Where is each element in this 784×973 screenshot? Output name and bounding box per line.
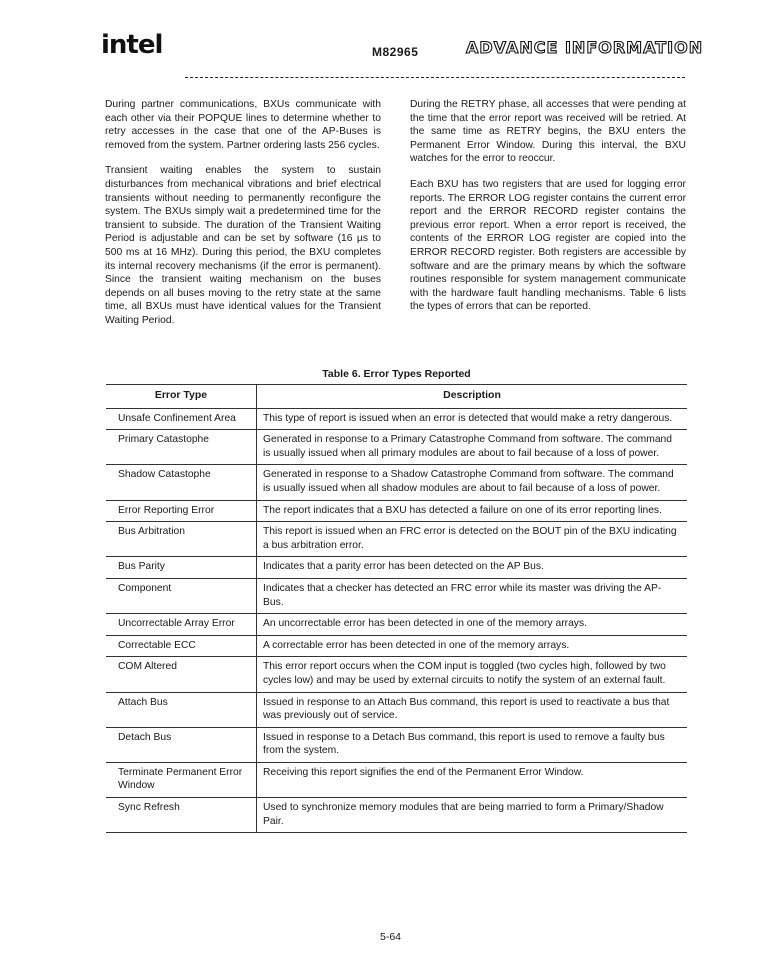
- description-cell: Used to synchronize memory modules that are being married to form a Primary/Shadow Pair.: [263, 802, 664, 827]
- table-title: Table 6. Error Types Reported: [322, 368, 471, 380]
- error-type-cell: Terminate Permanent Error Window: [106, 762, 257, 797]
- description-cell: Indicates that a checker has detected an FRC error while its master was driving the AP-Bus.: [257, 578, 688, 613]
- left-text-column: [105, 98, 381, 340]
- column-header-description: Description: [257, 385, 688, 409]
- error-type-cell: Shadow Catastophe: [106, 465, 257, 500]
- table-row: [106, 692, 687, 727]
- error-type-cell: Error Reporting Error: [106, 500, 257, 522]
- paragraph-error-registers: Each BXU has two registers that are used for logging error reports. The ERROR LOG register contains the current error report and the ERROR RECORD register contains the previous error report. When a error report is received, the contents of the ERROR LOG register are copied into the ERROR RECORD register. Both registers are accessible by software and are the primary means by which the software routines responsible for system management communicate with the hardware fault handling mechanisms. Table 6 lists the types of errors that can be reported.: [410, 178, 686, 313]
- table-row: [106, 635, 687, 657]
- table-row: [106, 522, 687, 557]
- description-cell: Issued in response to a Detach Bus command, this report is used to remove a faulty bus from the system.: [257, 727, 688, 762]
- table-row: [106, 465, 687, 500]
- description-cell: Issued in response to an Attach Bus command, this report is used to reactivate a bus that was previously out of service.: [257, 692, 688, 727]
- table-row: [106, 798, 687, 833]
- description-cell: This type of report is issued when an error is detected that would make a retry dangerous.: [257, 408, 688, 430]
- table-row: [106, 614, 687, 636]
- description-cell: Indicates that a parity error has been detected on the AP Bus.: [257, 557, 688, 579]
- advance-information-label: ADVANCE INFORMATION: [466, 38, 704, 57]
- error-type-cell: Bus Arbitration: [106, 522, 257, 557]
- header-divider: [185, 77, 685, 78]
- description-cell: Generated in response to a Primary Catastrophe Command from software. The command is usually issued when all primary modules are about to fail because of a loss of power.: [257, 430, 688, 465]
- paragraph-partner-communications: During partner communications, BXUs communicate with each other via their POPQUE lines to determine whether to retry accesses in the case that one of the AP-Buses is removed from the system. Partner ordering lasts 256 cycles.: [105, 99, 381, 151]
- table-row: [106, 557, 687, 579]
- description-cell: Generated in response to a Shadow Catastrophe Command from software. The command is usually issued when all shadow modules are about to fail because of a loss of power.: [257, 465, 688, 500]
- intel-logo: intel: [101, 30, 163, 60]
- table-row: [106, 657, 687, 692]
- page-number: 5-64: [380, 931, 402, 943]
- error-type-cell: Sync Refresh: [106, 798, 257, 833]
- description-cell: Receiving this report signifies the end of the Permanent Error Window.: [257, 762, 688, 797]
- table-header-row: [106, 385, 687, 409]
- error-type-cell: Primary Catastophe: [106, 430, 257, 465]
- description-cell: This report is issued when an FRC error is detected on the BOUT pin of the BXU indicating a bus arbitration error.: [257, 522, 688, 557]
- description-cell: The report indicates that a BXU has detected a failure on one of its error reporting lines.: [257, 500, 688, 522]
- error-type-cell: COM Altered: [106, 657, 257, 692]
- error-type-cell: Uncorrectable Array Error: [106, 614, 257, 636]
- error-type-cell: Detach Bus: [106, 727, 257, 762]
- table-row: [106, 430, 687, 465]
- table-row: [106, 408, 687, 430]
- description-cell: This error report occurs when the COM input is toggled (two cycles high, followed by two cycles low) and may be used by external circuits to notify the system of an external fault.: [257, 657, 688, 692]
- error-type-cell: Attach Bus: [106, 692, 257, 727]
- error-type-cell: Component: [106, 578, 257, 613]
- description-cell: An uncorrectable error has been detected in one of the memory arrays.: [257, 614, 688, 636]
- table-row: [106, 727, 687, 762]
- table-row: [106, 500, 687, 522]
- paragraph-retry-phase: During the RETRY phase, all accesses that were pending at the time that the error report was received will be retried. At the same time as RETRY begins, the BXU enters the Permanent Error Window. During this interval, the BXU watches for the error to reoccur.: [410, 99, 686, 165]
- error-type-cell: Correctable ECC: [106, 635, 257, 657]
- table-row: [106, 578, 687, 613]
- part-number: M82965: [372, 45, 419, 59]
- error-types-table: [106, 384, 687, 833]
- right-text-column: [410, 98, 686, 326]
- paragraph-transient-waiting: Transient waiting enables the system to sustain disturbances from mechanical vibrations and brief electrical transients without needing to permanently reconfigure the system. The BXUs simply wait a predetermined time for the transient to subside. The duration of the Transient Waiting Period is adjustable and can be set by software (16 µs to 500 ms at 16 MHz). During this period, the BXU completes its internal recovery mechanisms (if the error is permanent). Since the transient waiting mechanism on the buses depends on all buses moving to the retry state at the same time, all BXUs must have identical values for the Transient Waiting Period.: [105, 165, 381, 326]
- error-type-cell: Bus Parity: [106, 557, 257, 579]
- description-cell: A correctable error has been detected in one of the memory arrays.: [257, 635, 688, 657]
- table-row: [106, 762, 687, 797]
- error-type-cell: Unsafe Confinement Area: [106, 408, 257, 430]
- column-header-error-type: Error Type: [106, 385, 257, 409]
